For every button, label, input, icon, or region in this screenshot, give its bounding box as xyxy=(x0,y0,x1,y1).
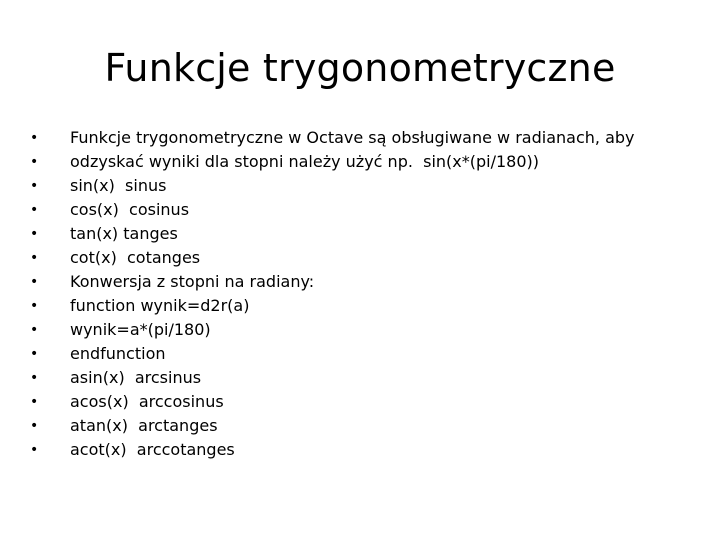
bullet-item xyxy=(30,342,700,366)
bullet-item xyxy=(30,366,700,390)
bullet-list xyxy=(30,126,700,462)
bullet-text: asin(x) arcsinus xyxy=(70,368,202,387)
bullet-item xyxy=(30,438,700,462)
bullet-dot-icon: • xyxy=(30,394,39,410)
bullet-text: cot(x) cotanges xyxy=(70,248,201,267)
bullet-item xyxy=(30,222,700,246)
bullet-text: Funkcje trygonometryczne w Octave są obsługiwane w radianach, aby xyxy=(70,128,635,147)
bullet-text: tan(x) tanges xyxy=(70,224,178,243)
bullet-dot-icon: • xyxy=(30,226,39,242)
bullet-item xyxy=(30,246,700,270)
bullet-item xyxy=(30,174,700,198)
bullet-item xyxy=(30,294,700,318)
bullet-dot-icon: • xyxy=(30,370,39,386)
bullet-dot-icon: • xyxy=(30,250,39,266)
bullet-text: sin(x) sinus xyxy=(70,176,167,195)
bullet-item xyxy=(30,414,700,438)
bullet-dot-icon: • xyxy=(30,274,39,290)
bullet-item xyxy=(30,390,700,414)
bullet-dot-icon: • xyxy=(30,346,39,362)
bullet-text: odzyskać wyniki dla stopni należy użyć np. sin(x*(pi/180)) xyxy=(70,152,539,171)
bullet-text: acos(x) arccosinus xyxy=(70,392,224,411)
bullet-text: cos(x) cosinus xyxy=(70,200,190,219)
bullet-item xyxy=(30,318,700,342)
slide-title: Funkcje trygonometryczne xyxy=(104,46,616,90)
bullet-item xyxy=(30,270,700,294)
bullet-item xyxy=(30,150,700,174)
bullet-item xyxy=(30,126,700,150)
bullet-dot-icon: • xyxy=(30,298,39,314)
bullet-dot-icon: • xyxy=(30,418,39,434)
bullet-dot-icon: • xyxy=(30,442,39,458)
bullet-text: atan(x) arctanges xyxy=(70,416,218,435)
bullet-dot-icon: • xyxy=(30,154,39,170)
bullet-text: endfunction xyxy=(70,344,166,363)
bullet-text: wynik=a*(pi/180) xyxy=(70,320,211,339)
bullet-text: acot(x) arccotanges xyxy=(70,440,235,459)
bullet-dot-icon: • xyxy=(30,322,39,338)
bullet-dot-icon: • xyxy=(30,178,39,194)
bullet-text: function wynik=d2r(a) xyxy=(70,296,250,315)
bullet-dot-icon: • xyxy=(30,202,39,218)
bullet-item xyxy=(30,198,700,222)
bullet-dot-icon: • xyxy=(30,130,39,146)
bullet-text: Konwersja z stopni na radiany: xyxy=(70,272,315,291)
